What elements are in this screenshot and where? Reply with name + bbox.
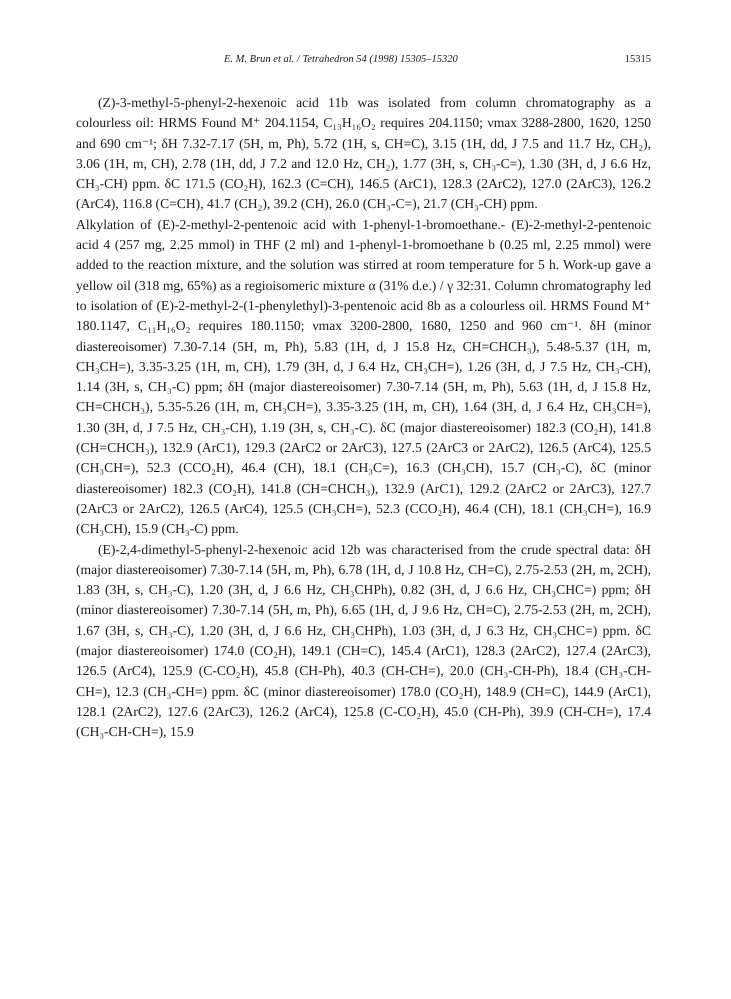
paragraph-alkylation-8b: Alkylation of (E)-2-methyl-2-pentenoic acid with 1-phenyl-1-bromoethane.- (E)-2-methyl-2-pentenoic acid 4 (257 mg, 2.25 mmol) in THF (2 ml) and 1-phenyl-1-bromoethane b (0.25 ml, 2.25 mmol) were added to the reaction mixture, and the solution was stirred at room temperature for 5 h. Work-up gave a yellow oil (318 mg, 65%) as a regioisomeric mixture α (31% d.e.) / γ 32:31. Column chromatography led to isolation of (E)-2-methyl-2-(1-phenylethyl)-3-pentenoic acid 8b as a colourless oil. HRMS Found M⁺ 180.1147, C₁₁H₁₆O₂ requires 180.1150; νmax 3200-2800, 1680, 1250 and 960 cm⁻¹. δH (minor diastereoisomer) 7.30-7.14 (5H, m, Ph), 5.83 (1H, d, J 15.8 Hz, CH=CHCH₃), 5.48-5.37 (1H, m, CH₃CH=), 3.35-3.25 (1H, m, CH), 1.79 (3H, d, J 6.4 Hz, CH₃CH=), 1.26 (3H, d, J 7.5 Hz, CH₃-CH), 1.14 (3H, s, CH₃-C) ppm; δH (major diastereoisomer) 7.30-7.14 (5H, m, Ph), 5.63 (1H, d, J 15.8 Hz, CH=CHCH₃), 5.35-5.26 (1H, m, CH₃CH=), 3.35-3.25 (1H, m, CH), 1.64 (3H, d, J 6.4 Hz, CH₃CH=), 1.30 (3H, d, J 7.5 Hz, CH₃-CH), 1.19 (3H, s, CH₃-C). δC (major diastereoisomer) 182.3 (CO₂H), 141.8 (CH=CHCH₃), 132.9 (ArC1), 129.3 (2ArC2 or 2ArC3), 127.5 (2ArC3 or 2ArC2), 126.5 (ArC4), 125.5 (CH₃CH=), 52.3 (CCO₂H), 46.4 (CH), 18.1 (CH₃C=), 16.3 (CH₃CH), 15.7 (CH₃-C), δC (minor diastereoisomer) 182.3 (CO₂H), 141.8 (CH=CHCH₃), 132.9 (ArC1), 129.2 (2ArC2 or 2ArC3), 127.7 (2ArC3 or 2ArC2), 126.5 (ArC4), 125.5 (CH₃CH=), 52.3 (CCO₂H), 46.4 (CH), 18.1 (CH₃CH=), 16.9 (CH₃CH), 15.9 (CH₃-C) ppm. [76, 216, 651, 537]
running-head [76, 54, 651, 70]
paragraph-compound-11b: (Z)-3-methyl-5-phenyl-2-hexenoic acid 11b was isolated from column chromatography as a colourless oil: HRMS Found M⁺ 204.1154, C₁₃H₁₆O₂ requires 204.1150; νmax 3288-2800, 1620, 1250 and 690 cm⁻¹; δH 7.32-7.17 (5H, m, Ph), 5.72 (1H, s, CH=C), 3.15 (1H, dd, J 7.5 and 11.7 Hz, CH₂), 3.06 (1H, m, CH), 2.78 (1H, dd, J 7.2 and 12.0 Hz, CH₂), 1.77 (3H, s, CH₃-C=), 1.30 (3H, d, J 6.6 Hz, CH₃-CH) ppm. δC 171.5 (CO₂H), 162.3 (C=CH), 146.5 (ArC1), 128.3 (2ArC2), 127.0 (2ArC3), 126.2 (ArC4), 116.8 (C=CH), 41.7 (CH₂), 39.2 (CH), 26.0 (CH₃-C=), 21.7 (CH₃-CH) ppm. [76, 95, 651, 212]
page-number: 15315 [624, 54, 651, 65]
paragraph-compound-12b: (E)-2,4-dimethyl-5-phenyl-2-hexenoic acid 12b was characterised from the crude spectral data: δH (major diastereoisomer) 7.30-7.14 (5H, m, Ph), 6.78 (1H, d, J 10.8 Hz, CH=C), 2.75-2.53 (2H, m, 2CH), 1.83 (3H, s, CH₃-C), 1.20 (3H, d, J 6.6 Hz, CH₃CHPh), 0.82 (3H, d, J 6.6 Hz, CH₃CHC=) ppm; δH (minor diastereoisomer) 7.30-7.14 (5H, m, Ph), 6.65 (1H, d, J 9.6 Hz, CH=C), 2.75-2.53 (2H, m, 2CH), 1.67 (3H, s, CH₃-C), 1.20 (3H, d, J 6.6 Hz, CH₃CHPh), 1.03 (3H, d, J 6.3 Hz, CH₃CHC=) ppm. δC (major diastereoisomer) 174.0 (CO₂H), 149.1 (CH=C), 145.4 (ArC1), 128.3 (2ArC2), 127.4 (2ArC3), 126.5 (ArC4), 125.9 (C-CO₂H), 45.8 (CH-Ph), 40.3 (CH-CH=), 20.0 (CH₃-CH-Ph), 18.4 (CH₃-CH-CH=), 12.3 (CH₃-CH=) ppm. δC (minor diastereoisomer) 178.0 (CO₂H), 148.9 (CH=C), 144.9 (ArC1), 128.1 (2ArC2), 127.6 (2ArC3), 126.2 (ArC4), 125.8 (C-CO₂H), 45.0 (CH-Ph), 39.9 (CH-CH=), 17.4 (CH₃-CH-CH=), 15.9 [76, 541, 651, 740]
running-head-title: E. M. Brun et al. / Tetrahedron 54 (1998) 15305–15320 [224, 54, 458, 65]
article-body [76, 93, 651, 743]
